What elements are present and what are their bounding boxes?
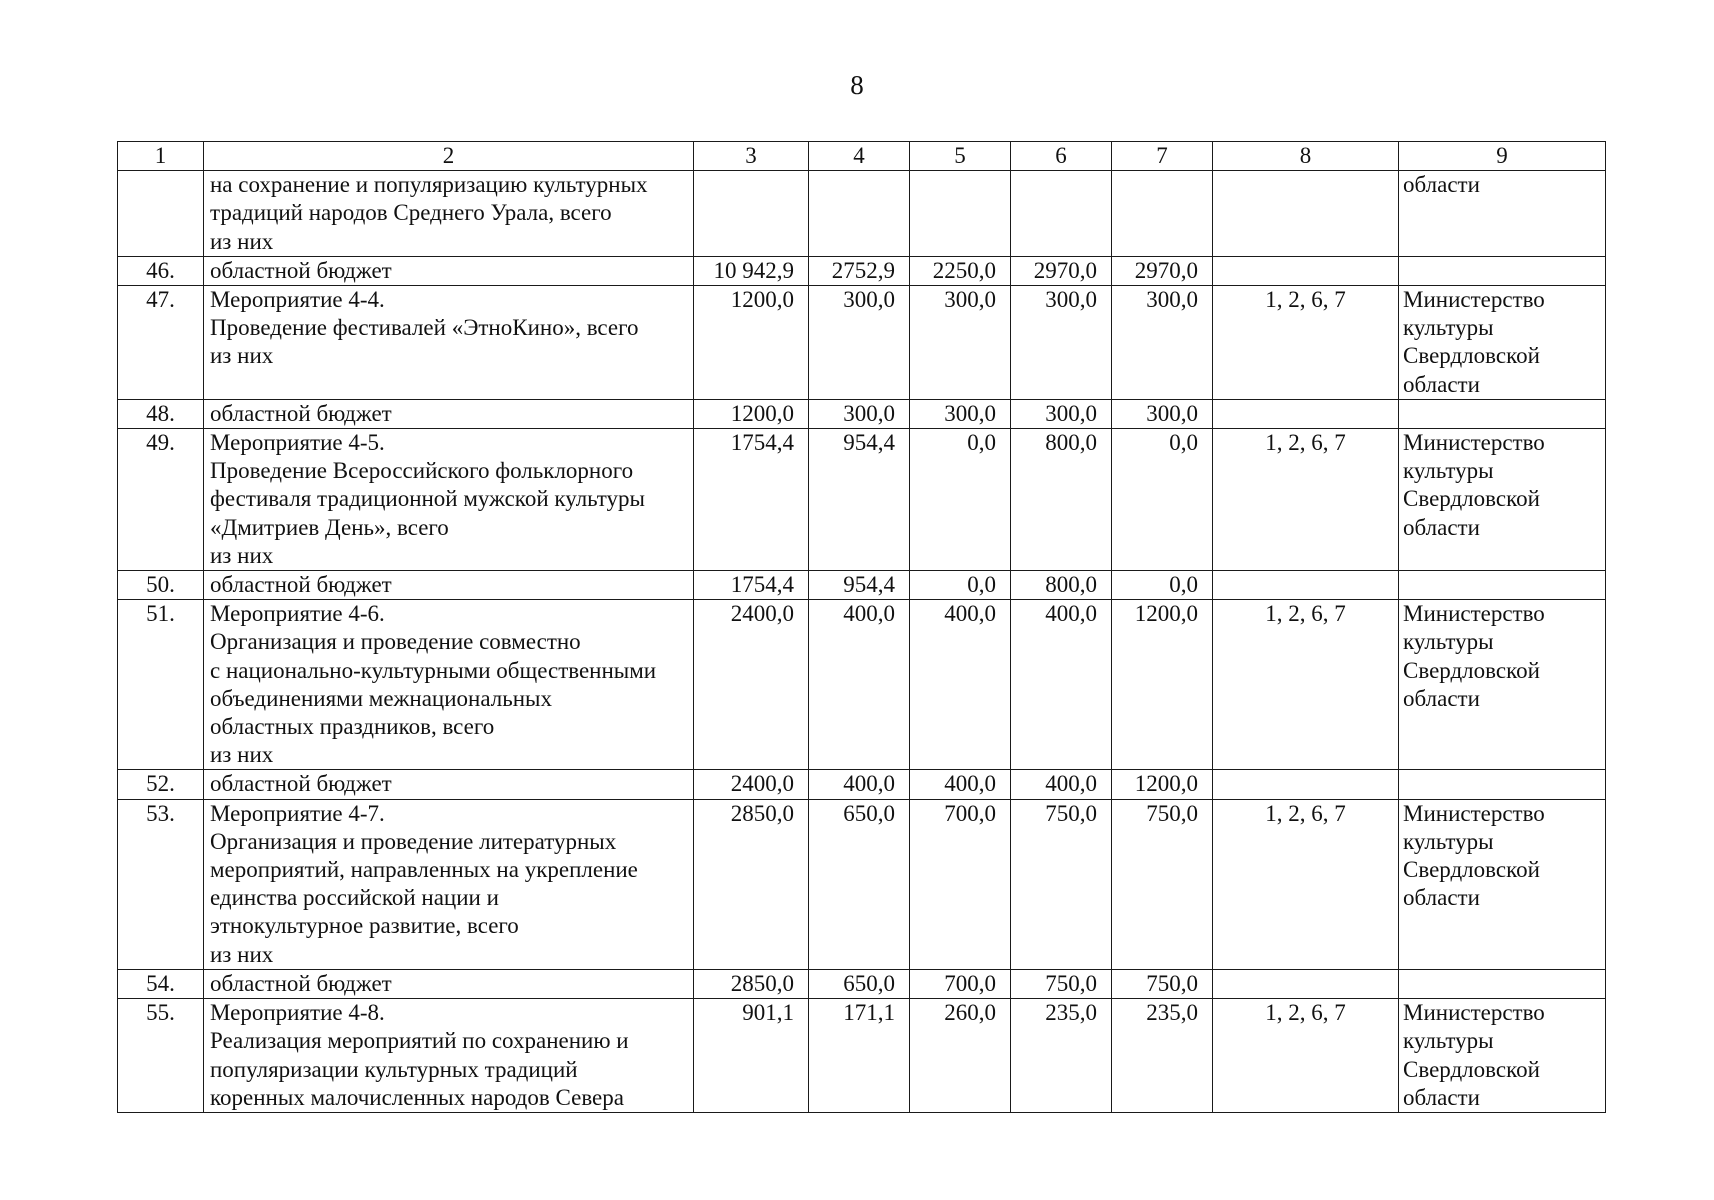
executor-line: Министерство: [1403, 800, 1545, 826]
value-c4: 400,0: [843, 771, 895, 797]
row-description-line: из них: [210, 343, 274, 369]
value-c3: 1200,0: [730, 400, 794, 426]
value-cell-c6: [1011, 171, 1112, 257]
row-description-line: традиций народов Среднего Урала, всего: [210, 200, 612, 226]
executor-cell: [1399, 799, 1606, 969]
row-number: 46.: [146, 257, 175, 283]
row-description-line: Мероприятие 4-5.: [210, 430, 385, 456]
targets-cell: [1213, 799, 1399, 969]
value-cell-c4: [809, 770, 910, 799]
targets-value: 1, 2, 6, 7: [1265, 601, 1346, 627]
value-c6: 400,0: [1045, 771, 1097, 797]
row-description-cell: [204, 429, 694, 571]
row-number: 47.: [146, 287, 175, 313]
row-description-cell: [204, 399, 694, 428]
header-row: [118, 142, 1606, 171]
targets-value: 1, 2, 6, 7: [1265, 1000, 1346, 1026]
value-c5: 700,0: [944, 800, 996, 826]
row-description-line: областной бюджет: [210, 572, 392, 598]
row-number: 51.: [146, 601, 175, 627]
row-description-cell: [204, 770, 694, 799]
value-c6: 800,0: [1045, 572, 1097, 598]
header-cell-7: 7: [1112, 142, 1213, 171]
table-row: [118, 799, 1606, 969]
executor-line: области: [1403, 1084, 1480, 1110]
value-cell-c7: [1112, 256, 1213, 285]
value-c3: 2850,0: [730, 970, 794, 996]
value-cell-c7: [1112, 969, 1213, 998]
executor-line: культуры: [1403, 458, 1494, 484]
value-c4: 650,0: [843, 970, 895, 996]
value-c7: 300,0: [1146, 400, 1198, 426]
row-description-line: Организация и проведение литературных: [210, 828, 617, 854]
executor-line: Свердловской: [1403, 1056, 1540, 1082]
value-cell-c6: [1011, 286, 1112, 400]
value-cell-c6: [1011, 770, 1112, 799]
table-row: [118, 770, 1606, 799]
value-cell-c6: [1011, 571, 1112, 600]
table-row: [118, 600, 1606, 770]
header-cell-6: 6: [1011, 142, 1112, 171]
value-c5: 300,0: [944, 400, 996, 426]
row-description-line: популяризации культурных традиций: [210, 1056, 578, 1082]
value-cell-c6: [1011, 969, 1112, 998]
header-cell-5: 5: [910, 142, 1011, 171]
executor-line: Свердловской: [1403, 343, 1540, 369]
value-cell-c6: [1011, 799, 1112, 969]
row-description-line: на сохранение и популяризацию культурных: [210, 172, 648, 198]
value-cell-c4: [809, 256, 910, 285]
budget-table: [117, 141, 1606, 1113]
executor-line: Свердловской: [1403, 657, 1540, 683]
table-row: [118, 171, 1606, 257]
value-cell-c5: [910, 969, 1011, 998]
targets-cell: [1213, 600, 1399, 770]
table-row: [118, 256, 1606, 285]
value-c7: 2970,0: [1134, 257, 1198, 283]
value-cell-c4: [809, 600, 910, 770]
value-cell-c7: [1112, 799, 1213, 969]
row-description-line: областной бюджет: [210, 257, 392, 283]
value-c6: 235,0: [1045, 1000, 1097, 1026]
value-c5: 400,0: [944, 771, 996, 797]
executor-cell: [1399, 999, 1606, 1113]
value-cell-c3: [694, 256, 809, 285]
row-description-cell: [204, 999, 694, 1113]
value-cell-c5: [910, 999, 1011, 1113]
value-c3: 2850,0: [730, 800, 794, 826]
value-c7: 750,0: [1146, 970, 1198, 996]
value-cell-c4: [809, 799, 910, 969]
value-cell-c5: [910, 256, 1011, 285]
row-description-line: мероприятий, направленных на укрепление: [210, 857, 638, 883]
executor-line: культуры: [1403, 828, 1494, 854]
row-number-cell: [118, 171, 204, 257]
executor-line: Свердловской: [1403, 857, 1540, 883]
table-row: [118, 399, 1606, 428]
executor-line: культуры: [1403, 629, 1494, 655]
targets-value: 1, 2, 6, 7: [1265, 287, 1346, 313]
table-row: [118, 286, 1606, 400]
row-description-line: Реализация мероприятий по сохранению и: [210, 1028, 629, 1054]
value-c7: 1200,0: [1134, 771, 1198, 797]
executor-line: Министерство: [1403, 430, 1545, 456]
executor-line: культуры: [1403, 1028, 1494, 1054]
value-cell-c5: [910, 799, 1011, 969]
row-number: 55.: [146, 1000, 175, 1026]
row-number-cell: [118, 770, 204, 799]
header-cell-3: 3: [694, 142, 809, 171]
executor-cell: [1399, 399, 1606, 428]
value-cell-c3: [694, 600, 809, 770]
executor-line: области: [1403, 685, 1480, 711]
row-number: 48.: [146, 400, 175, 426]
row-description-line: из них: [210, 542, 274, 568]
row-number-cell: [118, 799, 204, 969]
row-description-line: из них: [210, 228, 274, 254]
executor-cell: [1399, 969, 1606, 998]
value-cell-c3: [694, 799, 809, 969]
page-number: 8: [850, 70, 864, 100]
value-cell-c3: [694, 171, 809, 257]
row-number: 49.: [146, 430, 175, 456]
row-description-cell: [204, 286, 694, 400]
executor-cell: [1399, 286, 1606, 400]
targets-cell: [1213, 770, 1399, 799]
table-row: [118, 999, 1606, 1113]
targets-value: 1, 2, 6, 7: [1265, 430, 1346, 456]
value-c5: 700,0: [944, 970, 996, 996]
row-description-line: Проведение Всероссийского фольклорного: [210, 458, 634, 484]
row-description-line: областной бюджет: [210, 400, 392, 426]
row-description-line: Мероприятие 4-6.: [210, 601, 385, 627]
targets-cell: [1213, 999, 1399, 1113]
executor-cell: [1399, 256, 1606, 285]
value-cell-c6: [1011, 399, 1112, 428]
value-cell-c3: [694, 571, 809, 600]
executor-line: области: [1403, 885, 1480, 911]
row-number: 52.: [146, 771, 175, 797]
row-description-line: этнокультурное развитие, всего: [210, 913, 519, 939]
value-c4: 650,0: [843, 800, 895, 826]
executor-line: Министерство: [1403, 601, 1545, 627]
value-c6: 2970,0: [1033, 257, 1097, 283]
executor-line: области: [1403, 172, 1480, 198]
targets-cell: [1213, 571, 1399, 600]
header-cell-1: 1: [118, 142, 204, 171]
value-cell-c7: [1112, 770, 1213, 799]
value-cell-c7: [1112, 600, 1213, 770]
table-row: [118, 429, 1606, 571]
value-c3: 1754,4: [730, 430, 794, 456]
value-cell-c7: [1112, 999, 1213, 1113]
value-cell-c5: [910, 286, 1011, 400]
value-cell-c7: [1112, 571, 1213, 600]
value-cell-c4: [809, 571, 910, 600]
row-number-cell: [118, 256, 204, 285]
row-description-line: Мероприятие 4-7.: [210, 800, 385, 826]
row-description-line: Мероприятие 4-8.: [210, 1000, 385, 1026]
row-description-line: областных праздников, всего: [210, 714, 495, 740]
value-cell-c4: [809, 999, 910, 1113]
row-description-cell: [204, 171, 694, 257]
row-description-line: с национально-культурными общественными: [210, 657, 657, 683]
table-body: [118, 142, 1606, 1113]
value-cell-c7: [1112, 171, 1213, 257]
value-cell-c3: [694, 999, 809, 1113]
value-c3: 1754,4: [730, 572, 794, 598]
value-c4: 954,4: [843, 572, 895, 598]
value-cell-c6: [1011, 429, 1112, 571]
value-cell-c3: [694, 770, 809, 799]
value-c5: 300,0: [944, 287, 996, 313]
value-cell-c3: [694, 399, 809, 428]
value-c7: 0,0: [1169, 572, 1198, 598]
value-cell-c6: [1011, 999, 1112, 1113]
value-c6: 800,0: [1045, 430, 1097, 456]
row-description-line: Организация и проведение совместно: [210, 629, 581, 655]
executor-line: Свердловской: [1403, 486, 1540, 512]
value-cell-c3: [694, 286, 809, 400]
value-cell-c4: [809, 399, 910, 428]
value-c4: 400,0: [843, 601, 895, 627]
executor-cell: [1399, 770, 1606, 799]
value-c6: 400,0: [1045, 601, 1097, 627]
row-description-cell: [204, 256, 694, 285]
value-c4: 954,4: [843, 430, 895, 456]
executor-line: области: [1403, 371, 1480, 397]
header-cell-9: 9: [1399, 142, 1606, 171]
row-description-line: коренных малочисленных народов Севера: [210, 1084, 624, 1110]
value-c7: 0,0: [1169, 430, 1198, 456]
value-cell-c5: [910, 770, 1011, 799]
row-description-cell: [204, 600, 694, 770]
value-c6: 750,0: [1045, 800, 1097, 826]
targets-cell: [1213, 286, 1399, 400]
targets-value: 1, 2, 6, 7: [1265, 800, 1346, 826]
row-description-cell: [204, 969, 694, 998]
row-description-line: «Дмитриев День», всего: [210, 514, 449, 540]
value-c7: 1200,0: [1134, 601, 1198, 627]
row-number-cell: [118, 969, 204, 998]
header-cell-8: 8: [1213, 142, 1399, 171]
value-c7: 750,0: [1146, 800, 1198, 826]
value-c3: 1200,0: [730, 287, 794, 313]
value-c7: 235,0: [1146, 1000, 1198, 1026]
executor-cell: [1399, 429, 1606, 571]
table-row: [118, 571, 1606, 600]
header-cell-4: 4: [809, 142, 910, 171]
value-cell-c4: [809, 171, 910, 257]
targets-cell: [1213, 429, 1399, 571]
value-c5: 0,0: [967, 572, 996, 598]
value-c7: 300,0: [1146, 287, 1198, 313]
row-number-cell: [118, 999, 204, 1113]
executor-line: области: [1403, 514, 1480, 540]
value-cell-c5: [910, 171, 1011, 257]
row-description-line: Мероприятие 4-4.: [210, 287, 385, 313]
value-c6: 300,0: [1045, 287, 1097, 313]
row-number: 53.: [146, 800, 175, 826]
row-number-cell: [118, 286, 204, 400]
value-cell-c4: [809, 286, 910, 400]
targets-cell: [1213, 969, 1399, 998]
value-c4: 171,1: [843, 1000, 895, 1026]
value-c4: 2752,9: [831, 257, 895, 283]
value-cell-c7: [1112, 286, 1213, 400]
value-c3: 2400,0: [730, 771, 794, 797]
row-number: 54.: [146, 970, 175, 996]
value-c3: 901,1: [742, 1000, 794, 1026]
value-c5: 0,0: [967, 430, 996, 456]
executor-cell: [1399, 171, 1606, 257]
executor-line: Министерство: [1403, 1000, 1545, 1026]
value-c5: 2250,0: [932, 257, 996, 283]
row-number-cell: [118, 399, 204, 428]
table-row: [118, 969, 1606, 998]
value-cell-c3: [694, 969, 809, 998]
value-cell-c5: [910, 600, 1011, 770]
value-c5: 260,0: [944, 1000, 996, 1026]
row-number-cell: [118, 600, 204, 770]
row-description-line: из них: [210, 941, 274, 967]
row-number: 50.: [146, 572, 175, 598]
value-cell-c6: [1011, 600, 1112, 770]
targets-cell: [1213, 171, 1399, 257]
executor-line: Министерство: [1403, 287, 1545, 313]
row-number-cell: [118, 429, 204, 571]
value-cell-c5: [910, 429, 1011, 571]
row-description-line: из них: [210, 742, 274, 768]
executor-line: культуры: [1403, 315, 1494, 341]
header-cell-2: 2: [204, 142, 694, 171]
row-description-cell: [204, 571, 694, 600]
row-description-line: областной бюджет: [210, 771, 392, 797]
targets-cell: [1213, 399, 1399, 428]
row-description-cell: [204, 799, 694, 969]
value-c6: 300,0: [1045, 400, 1097, 426]
value-c4: 300,0: [843, 400, 895, 426]
row-description-line: Проведение фестивалей «ЭтноКино», всего: [210, 315, 639, 341]
value-cell-c6: [1011, 256, 1112, 285]
row-description-line: фестиваля традиционной мужской культуры: [210, 486, 646, 512]
row-description-line: объединениями межнациональных: [210, 685, 553, 711]
value-cell-c4: [809, 429, 910, 571]
value-cell-c5: [910, 571, 1011, 600]
targets-cell: [1213, 256, 1399, 285]
value-cell-c5: [910, 399, 1011, 428]
value-cell-c7: [1112, 399, 1213, 428]
value-cell-c4: [809, 969, 910, 998]
value-c4: 300,0: [843, 287, 895, 313]
value-cell-c7: [1112, 429, 1213, 571]
value-c5: 400,0: [944, 601, 996, 627]
row-description-line: единства российской нации и: [210, 885, 499, 911]
value-c3: 2400,0: [730, 601, 794, 627]
row-number-cell: [118, 571, 204, 600]
row-description-line: областной бюджет: [210, 970, 392, 996]
value-c6: 750,0: [1045, 970, 1097, 996]
executor-cell: [1399, 571, 1606, 600]
executor-cell: [1399, 600, 1606, 770]
value-c3: 10 942,9: [713, 257, 794, 283]
value-cell-c3: [694, 429, 809, 571]
